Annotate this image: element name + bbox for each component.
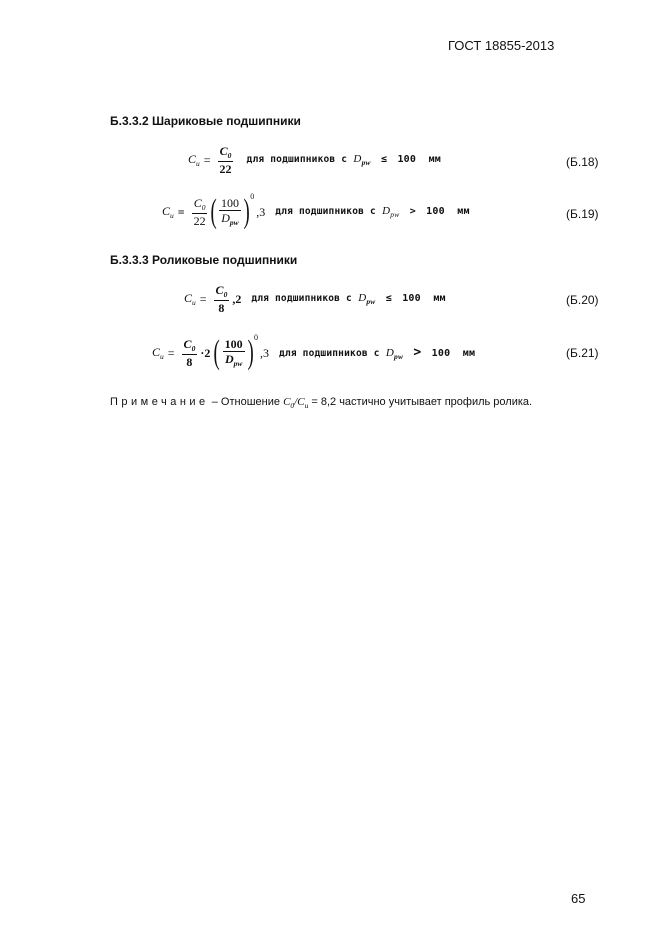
left-paren: ( bbox=[210, 193, 217, 230]
formula-condition: для подшипников с $D_{pw} \le 100$ мм bbox=[246, 153, 442, 168]
formula-lhs: $C_u$ bbox=[184, 291, 196, 308]
right-paren: ) bbox=[243, 193, 250, 230]
formula-equals: = bbox=[167, 345, 175, 360]
formula-lhs: $C_u$ bbox=[152, 345, 164, 361]
page-number: 65 bbox=[571, 891, 586, 906]
formula-tail: ·2 bbox=[200, 345, 211, 360]
equation-number-b21: (Б.21) bbox=[566, 346, 599, 360]
equation-number-b19: (Б.19) bbox=[566, 207, 599, 221]
formula-exponent: 0 bbox=[253, 332, 258, 342]
formula-exponent-tail: ,3 bbox=[259, 345, 269, 360]
formula-equals: = bbox=[177, 204, 185, 219]
formula-condition: для подшипников с $D_{pw} > 100$ мм bbox=[275, 205, 470, 219]
note-dash: – bbox=[211, 396, 218, 408]
formula-fraction: $\frac{C_0}{22}$ bbox=[193, 195, 206, 228]
note-text-before: Отношение bbox=[220, 396, 280, 408]
formula-b21 bbox=[152, 332, 476, 371]
formula-condition: для подшипников с $D_{pw} \le 100$ мм bbox=[251, 292, 446, 307]
note-paragraph bbox=[110, 396, 532, 410]
formula-lhs: $C_u$ bbox=[188, 152, 200, 169]
formula-fraction: $\frac{C_0}{22}$ bbox=[219, 144, 232, 176]
formula-b18 bbox=[188, 145, 441, 175]
section-title-roller-bearings: Б.3.3.3 Роликовые подшипники bbox=[110, 253, 298, 267]
formula-condition: для подшипников с $D_{pw} > 100$ мм bbox=[278, 345, 476, 361]
formula-exponent: 0 bbox=[250, 191, 255, 201]
formula-fraction: $\frac{C_0}{8}$ bbox=[215, 283, 228, 315]
equation-number-b20: (Б.20) bbox=[566, 293, 599, 307]
formula-b20 bbox=[184, 284, 446, 314]
left-paren: ( bbox=[213, 334, 221, 371]
formula-inner-fraction: $\frac{100}{D_{pw}}$ bbox=[220, 195, 239, 228]
formula-equals: = bbox=[199, 291, 207, 306]
note-text-after: = 8,2 частично учитывает профиль ролика. bbox=[311, 396, 533, 408]
formula-lhs: $C_u$ bbox=[162, 204, 174, 220]
formula-exponent-tail: ,3 bbox=[256, 204, 266, 219]
note-label: Примечание bbox=[110, 396, 209, 408]
document-header: ГОСТ 18855-2013 bbox=[448, 38, 555, 53]
equation-number-b18: (Б.18) bbox=[566, 155, 599, 169]
formula-b19 bbox=[162, 191, 470, 230]
formula-equals: = bbox=[203, 152, 211, 167]
right-paren: ) bbox=[247, 334, 254, 371]
note-ratio: $C_0/C_u$ bbox=[283, 396, 309, 410]
formula-tail: ,2 bbox=[232, 291, 242, 306]
formula-fraction: $\frac{C_0}{8}$ bbox=[183, 336, 196, 369]
formula-inner-fraction: $\frac{100}{D_{pw}}$ bbox=[224, 336, 243, 369]
section-title-ball-bearings: Б.3.3.2 Шариковые подшипники bbox=[110, 114, 301, 128]
